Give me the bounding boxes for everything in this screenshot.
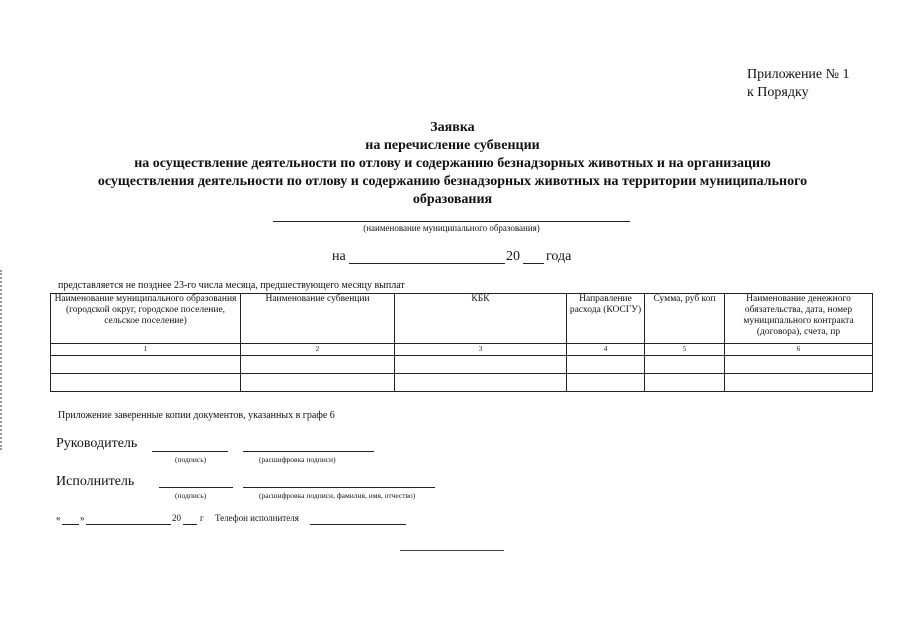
header-obligation: Наименование денежного обязательства, дата, номер муниципального контракта (договора), счета, пр (725, 294, 873, 344)
date-suffix: года (546, 249, 572, 264)
head-signature-field[interactable] (152, 437, 228, 452)
phone-field[interactable] (310, 513, 406, 525)
municipality-caption: (наименование муниципального образования) (363, 223, 540, 233)
executor-label: Исполнитель (56, 474, 135, 489)
table-cell[interactable] (241, 356, 395, 374)
day-field[interactable] (62, 513, 79, 525)
head-sign-caption: (подпись) (175, 455, 207, 464)
head-decode-field[interactable] (243, 437, 374, 452)
appendix-line-1: Приложение № 1 (747, 67, 850, 82)
subvention-table (50, 293, 873, 392)
title-line-4: осуществления деятельности по отлову и содержанию безнадзорных животных на территории муниципального (97, 174, 808, 189)
header-direction: Направление расхода (КОСГУ) (567, 294, 645, 344)
title-line-5: образования (412, 192, 493, 207)
phone-label: Телефон исполнителя (215, 513, 299, 523)
head-decode-caption: (расшифровка подписи) (259, 455, 336, 464)
executor-decode-caption: (расшифровка подписи, фамилия, имя, отчество) (259, 491, 416, 500)
title-line-1: Заявка (430, 120, 475, 135)
quote-open: « (56, 513, 61, 523)
table-cell[interactable] (645, 374, 725, 392)
header-municipality: Наименование муниципального образования (городской округ, городское поселение, сельское поселение) (51, 294, 241, 344)
column-number: 2 (241, 344, 395, 356)
title-line-3: на осуществление деятельности по отлову и содержанию безнадзорных животных и на организацию (134, 156, 771, 171)
table-cell[interactable] (567, 374, 645, 392)
bottom-year-suffix: г (200, 513, 204, 523)
table-header-row (51, 294, 873, 344)
table-cell[interactable] (395, 356, 567, 374)
table-cell[interactable] (725, 374, 873, 392)
date-prefix: на (332, 249, 346, 264)
month-field[interactable] (349, 249, 505, 264)
table-cell[interactable] (395, 374, 567, 392)
column-number: 5 (645, 344, 725, 356)
column-number: 6 (725, 344, 873, 356)
table-row (51, 356, 873, 374)
header-amount: Сумма, руб коп (645, 294, 725, 344)
document-title (40, 119, 865, 209)
table-cell[interactable] (51, 374, 241, 392)
header-kbk: КБК (395, 294, 567, 344)
table-cell[interactable] (645, 356, 725, 374)
year-field[interactable] (523, 249, 544, 264)
scan-edge-artifact (0, 270, 4, 450)
year-prefix: 20 (506, 249, 520, 264)
head-label: Руководитель (56, 436, 138, 451)
column-number: 4 (567, 344, 645, 356)
table-cell[interactable] (241, 374, 395, 392)
deadline-note: представляется не позднее 23-го числа месяца, предшествующего месяцу выплат (58, 280, 405, 291)
header-subvention: Наименование субвенции (241, 294, 395, 344)
month-name-field[interactable] (86, 513, 171, 525)
closing-separator (400, 550, 504, 551)
municipality-name-field[interactable] (273, 210, 630, 222)
table-cell[interactable] (51, 356, 241, 374)
title-line-2: на перечисление субвенции (365, 138, 540, 153)
executor-signature-field[interactable] (159, 475, 233, 488)
executor-sign-caption: (подпись) (175, 491, 207, 500)
table-cell[interactable] (725, 356, 873, 374)
quote-close: » (80, 513, 85, 523)
bottom-year-field[interactable] (183, 513, 197, 525)
column-number: 1 (51, 344, 241, 356)
appendix-reference (747, 66, 850, 102)
appendix-line-2: к Порядку (747, 85, 809, 100)
attachment-note: Приложение заверенные копии документов, указанных в графе 6 (58, 410, 335, 421)
bottom-year-prefix: 20 (172, 513, 181, 523)
column-number: 3 (395, 344, 567, 356)
table-cell[interactable] (567, 356, 645, 374)
executor-decode-field[interactable] (243, 475, 435, 488)
table-row (51, 374, 873, 392)
table-column-numbers (51, 344, 873, 356)
